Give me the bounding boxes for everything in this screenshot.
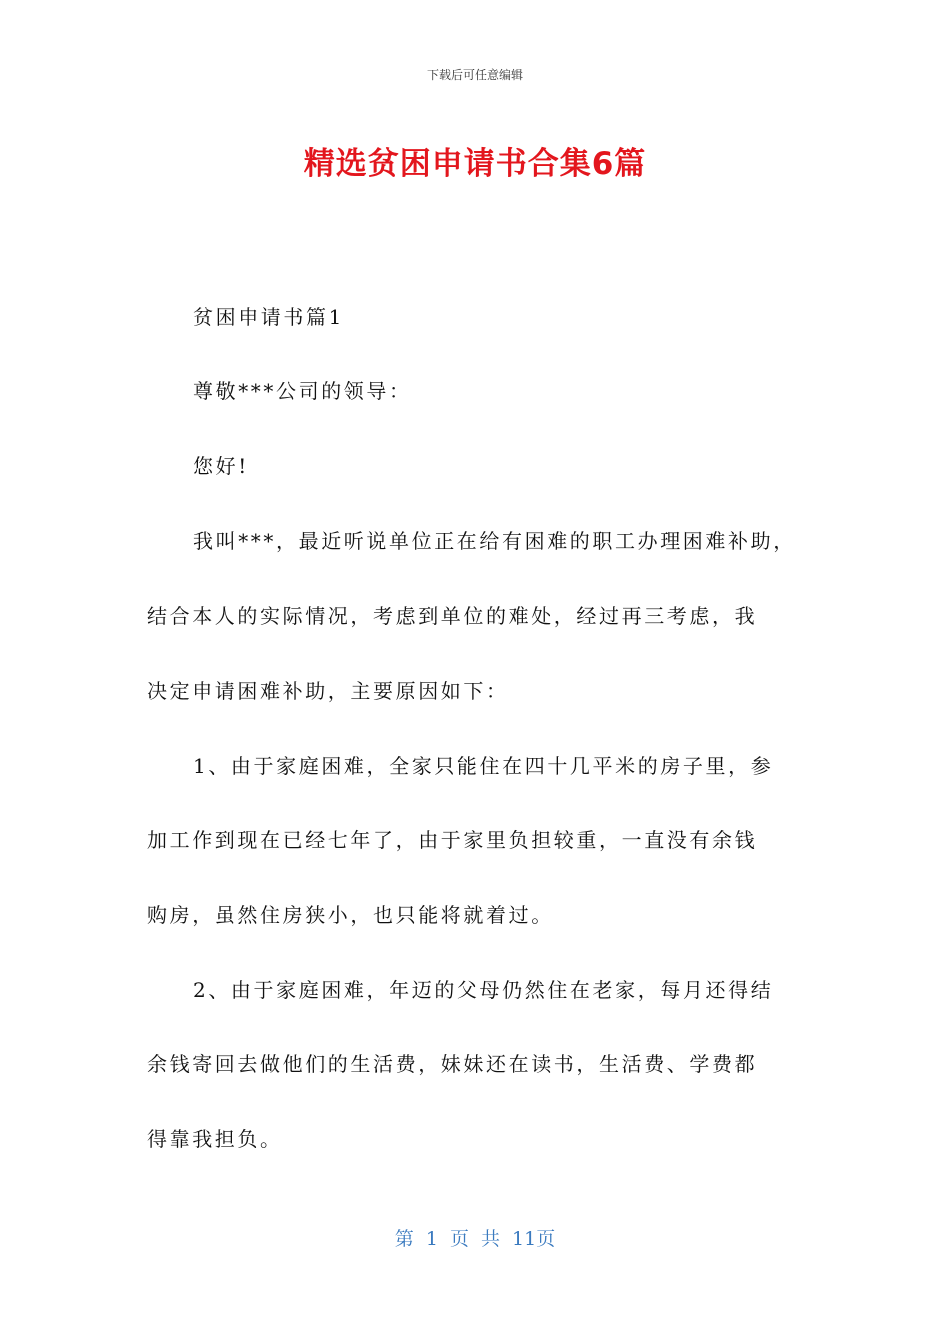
page-number-footer: 第 1 页 共 11页 [394,1228,556,1250]
salutation: 尊敬***公司的领导： [193,379,412,403]
paragraph-line: 加工作到现在已经七年了，由于家里负担较重，一直没有余钱 [147,828,758,852]
paragraph-line: 我叫***，最近听说单位正在给有困难的职工办理困难补助， [193,529,796,553]
paragraph-line: 得靠我担负。 [147,1127,283,1151]
document-title: 精选贫困申请书合集6篇 [303,146,647,182]
paragraph-line: 余钱寄回去做他们的生活费，妹妹还在读书，生活费、学费都 [147,1052,758,1076]
paragraph-line: 2、由于家庭困难，年迈的父母仍然住在老家，每月还得结 [193,978,774,1002]
paragraph-line: 购房，虽然住房狭小，也只能将就着过。 [147,903,554,927]
section-heading: 贫困申请书篇1 [193,305,344,329]
greeting: 您好! [193,454,249,478]
paragraph-line: 结合本人的实际情况，考虑到单位的难处，经过再三考虑，我 [147,604,758,628]
paragraph-line: 1、由于家庭困难，全家只能住在四十几平米的房子里，参 [193,754,774,778]
paragraph-line: 决定申请困难补助，主要原因如下： [147,679,509,703]
header-note: 下载后可任意编辑 [426,68,523,82]
